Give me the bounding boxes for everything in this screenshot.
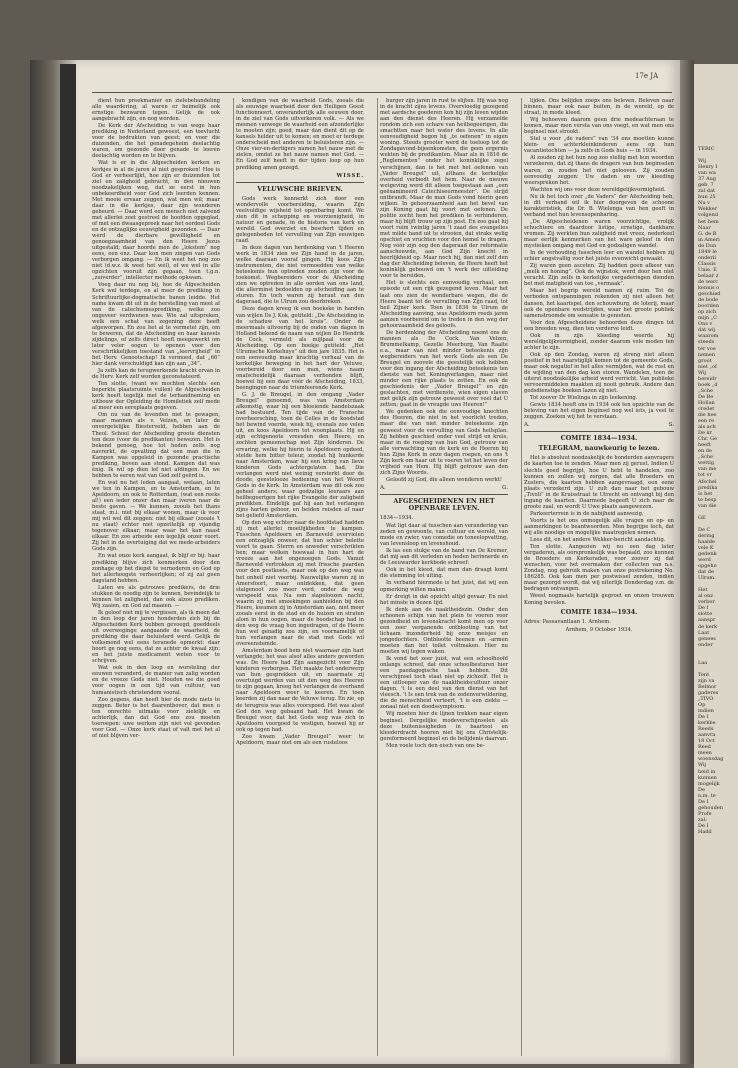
next-page-line: onder xyxy=(698,641,713,648)
author-initials xyxy=(380,485,508,491)
paragraph: Ook in zijn kleeding weerde hij wereldgelijkvormigheid, zonder daarom vele moden ten achter te zijn. xyxy=(524,332,674,351)
next-page-line: van me xyxy=(698,466,717,473)
paragraph: Lees dit, en het andere Wekker-bericht aandachtig. xyxy=(530,537,666,544)
next-page-line: bereidr xyxy=(698,375,717,382)
paragraph: Ook op den Zondag, waren zij streng niet alleen positief in het naarstiglijk komen tot de gemeente Gods, maar ook negatief in het alles vermijden, wat de rust en de wijding van den dag kon storen. Wandelen, toen de uiterst noodzakelijke arbeid werd verricht. Van publieke vervoermiddelen maakten zij nooit gebruik. Andere dan godsdienstige boeken lazen zij niet. xyxy=(524,351,674,395)
next-page-line: 18 Oct xyxy=(698,738,715,745)
paragraph: lijden. Ons belijden zoeps ons beleven. Beleven naar binnen, maar ook naar buiten, in de wereld, op de straat, in mode kleed. xyxy=(524,98,674,117)
paragraph: Nu ik het toch over „de Vaders” der Afscheiding heb, in dit verband wil ik hier doorgeven de schoone karakteristiek, die Dr. B. Wielenga van hen geeft in verband met hun levensopenbaring. xyxy=(524,193,674,218)
next-page-line: wettig xyxy=(698,460,715,467)
next-page-line: Naar xyxy=(698,224,711,231)
paragraph: Wachten wij ons voor deze wereldgelijkvormigheid. xyxy=(530,186,666,193)
next-page-line: aanvra xyxy=(698,732,716,739)
next-page-line: volgend xyxy=(698,212,719,219)
next-page-line: zal dat xyxy=(698,188,715,195)
next-page-line: de bode xyxy=(698,297,719,304)
next-page-line: verbor xyxy=(698,599,715,606)
next-page-line: van die xyxy=(698,502,717,509)
next-page-line: gaderes xyxy=(698,689,719,696)
paragraph: Het is slechts een eenvoudig verhaal, een episode uit een rijk gezegend leven. Maar het laat ons zien de wonderbare wegen, die de Heere baant tot de vervulling van Zijn raad, tot heil Zijner kerk. Toen in 1834 te Ulrum de Afscheiding aanving, was Apeldoorn reeds jaren aanzen voorbereid om te treden in den weg der gehoorzaamheid des geloofs. xyxy=(380,280,508,329)
next-page-line: predika xyxy=(698,484,718,491)
paragraph: Al zouden zij het hun nog zoo stellig met hun woorden verzekeren, dat zij thans de dragers van hun beginselen waren, ze zouden het niet gelooven. Zij zouden eenvoudig zeggen: Uw daden en uw kleeding weerspreken het. xyxy=(524,155,674,186)
next-page-line: Chr. Ge xyxy=(698,436,718,443)
next-page-line: in Ameri xyxy=(698,236,720,243)
next-page-line: Het xyxy=(698,587,708,594)
paragraph: Gods werk kennerkt zich door een wondervolle voorbereiding, waarin Zijn veelvuldige wijsheid tot openbaring komt. We zien dit in schepping en voorzienigheid, in natuur en genade, in de historie van kerk en wereld. God overziet en beschert tijden en gelegenheden tot vervulling van Zijn eeuwigen raad. xyxy=(236,195,364,244)
next-page-line: G. de B xyxy=(698,230,717,237)
next-page-line: Hadd xyxy=(698,828,712,835)
next-page-line: Reeds xyxy=(698,726,714,733)
next-page-line: De Be xyxy=(698,393,714,400)
next-page-line: nemen xyxy=(698,351,716,358)
next-page-line: de werc xyxy=(698,278,719,285)
next-page-line: „Sche xyxy=(698,454,713,461)
next-page-line: meen xyxy=(698,750,712,757)
next-page-line: kunnen xyxy=(698,774,717,781)
paragraph: Op den weg echter naar de hoofdstad hadden zij met allerlei moeilijkheden te kampen. Tusschen Apeldoorn en Barneveld overvielen een ontzaglijk onweer, dat hun schier belette voort te gaan. Sterrn en onweder verschrikten hen; maar welken hoewaal in hun hart de vreeze aan het ongenoegen Gods. Vanuit Barneveld vertrokken zij met frissche paarden voor den postkoets, maar ook op den weg was het onheil niet voorbij. Nauwelijks waren zij in Amersfoort, maar ontdekken, dat geen stalgenoot zoo meer verd, onder de weg verspeeld was. Na een slapeloozen nacht, waarin zij met smeekingen aanhielden bij den Heere, kwamen zij in Amsterdam aan, niet meer zooals eerst in de stad en de huizen en straten alom in hun oogen, maar de boodschap had in den weg de vraag hun ingedragen, of de Heere hun wel genadig zou zijn, en voornamelijk of hun verlangen naar de stad met Gods wil overeenstemde. xyxy=(236,520,364,648)
next-page-line: heeft xyxy=(698,442,711,449)
next-page-line: Profe xyxy=(698,810,712,817)
initial-right: G. xyxy=(501,484,508,491)
next-page-line: genees xyxy=(698,635,716,642)
paragraph: Stel u voor „de vaders” van '34 ons moetten kunne klein- en achterkleinkinderen eens op hun vacantietochten — ja zelfs in Gods huis — in 1934. xyxy=(524,136,674,155)
next-page-text xyxy=(694,64,738,835)
next-page-line: zal: xyxy=(698,816,707,823)
next-page-line: niet „of xyxy=(698,363,717,370)
column-separator xyxy=(377,98,378,1056)
paragraph: De herdenking der Afscheiding noemt ons de mannen als De Cock, Van Velzen, Brummelkamp, Gezelle Meerburg, Van Raalte e.a., maar van niet minder beteekenis zijn wegbereiders van het werk Gods als een De Breugel en zoovele die geestelijk ook hebben voor den ingang der Afscheiding beteekenis ten dienste van het Koningverlangen, maar niet minder een rijke plaats te zetten. En ook de geschiedenis der „Vader Breugel” en zijn geslachten, met verdienste, wien eigen staven met gelijk zijn getrouw geweest over veel dat U zetten; gaat in de vreugde uws Heeren!” xyxy=(380,329,508,409)
next-page-line: Wij xyxy=(698,762,707,769)
next-page-line: kennis o xyxy=(698,285,720,292)
next-page-line: Wij xyxy=(698,158,707,165)
next-page-line: Nu v xyxy=(698,200,711,207)
paragraph: Wij behoeven daarom geen drie modeachteraan te komen, maar men versta van ons voegt, en wat men ons beginsel niet strookt. xyxy=(524,117,674,136)
paragraph: Maar het begrip wereld namen zij ruim. Tot de verboden ontspanningen rekenden zij niet alleen het dansen, het kaartspel, den schouwburg, de loterij, maar ook de openbare wedstrijden, waar het groote publiek samenstroomde om sensatie te genieten. xyxy=(524,288,674,319)
paragraph: In de verhouding tusschen leer en wandel hebben zij schier angstvallig voor het juiste evenwicht gewaakt. xyxy=(524,250,674,263)
next-page-line: credet xyxy=(698,405,715,412)
next-page-line: zijn va xyxy=(698,677,715,684)
next-page-line: geschied xyxy=(698,291,721,298)
next-page-line: Hollan xyxy=(698,399,715,406)
next-page-line: Is het xyxy=(698,490,713,497)
next-page-line: De I xyxy=(698,798,709,805)
next-page-line: dat wij xyxy=(698,327,716,334)
next-page-line: opgeho xyxy=(698,563,717,570)
column-4 xyxy=(524,98,674,1056)
paragraph: Tot zoover Dr Wielinga in zijn teekening. xyxy=(530,395,638,402)
paragraph: Weest nogmaals hartelijk gegroet en onzen trouwen Koning bevolen. xyxy=(524,593,674,606)
next-page-line: vele K xyxy=(698,544,714,551)
paragraph: En wat nu het leden aangaat, welaan, laten we ten in Kampen, en te Amsterdam, en te Apeldoorn, en ook te Rotterdam, (wat een reeks al!) een ieder onzer dan maar iveren naar de beste gaven. — We kunnen, zoouls het thans staat, m.i. niet bij elkaar wonen, maar ik voor mij wil wel dit zeggen: niet bij elkaar (zooals 't nu staat) echter niet opzettelijk op vijandig tegenover elkaar; maar waar het kan naast elkaar. En zoo arbeide een iegelijk onzer voort. Zij het in de overtuiging dat we mede-arbeiders Gods zijn. xyxy=(92,479,220,553)
paragraph: Het is absoluut noodzakelijk de honderden aanvragers de kaarten toe te zenden. Maar men zij gerust. Indien U slechts goed begrijpt, hoe U hebt te handelen, zoo kunnen en zullen wij zorgen, dat alle Broeders en Zusters, die kaarten hebben aangevraagd, een eene plaats verzekerd zijn. U zult dan naar het gebouw „Tivoli” in de Kruisstraat te Utrecht en ontvangt bij den ingang de kaarten. Daarmede begeeft U zich naar de groote zaal, en wordt U Uwe plaats aangewezen. xyxy=(524,455,674,510)
article-text: kondigen van de waarheid Gods, zooals die als eeuwige waarheid door den Heiligen Geest functionneert, onveranderlijk alle eeuwen door, in de ziel van Gods uitverkoren volk. — Als we meenen vanwege de waarheid een afzonderlijke te moeten zijn; goed, maar dan dient dit op de kansels helder uit te komen; en moet er terdege onderscheid met anderen te beluisteren zijn. — Onze vier-en-dertigers namen het nauw met de zielen, omdat ze het nauw namen met God. — En God zelf heeft in der tijden loop op hun prediking amen gezegd. xyxy=(236,98,364,171)
column-separator xyxy=(521,98,522,1056)
telegram-body xyxy=(524,455,674,605)
author-signature: WISSE. xyxy=(336,172,364,179)
next-page-line: dat de xyxy=(698,569,714,576)
article-heading: AFGESCHEIDENEN EN HET OPENBARE LEVEN. xyxy=(380,494,508,512)
committee-address: Adres: Passavantlaan 1. Arnhem. xyxy=(524,618,611,625)
paragraph: Ook in het kleed, dat men dan draagt komt die stemming tot uiting. xyxy=(380,567,508,580)
next-page-line: al onz xyxy=(698,593,714,600)
paragraph: En wat onze kerk aangaat, ik blijf er bij: haar prediking blijve zich kenmerken door den zonhage op het diepst te vernederen en God op het allerhoogste verheerlijken; of zij zal geen dagstand hebben. xyxy=(92,553,220,584)
next-page-line: De I xyxy=(698,714,709,721)
paragraph: Voor den Afgescheidene behoorden deze dingen tot een breeden weg, dien ten verderve leidt. xyxy=(524,319,674,332)
paragraph: Zoo gegens, dan heeft hier de mode niets te zeggen. Beter is het daarentbover, dat men u ten onrechte uitmake voor zielelijk en achterlijk, dan dat God ons zou moeten toeroepen: uwe werken zijn niet vol gevonden voor God. — Onze kerk staat of valt met het al of niet blijven ver- xyxy=(92,696,220,739)
next-page-line: De kr xyxy=(698,430,712,437)
next-page-line: boek „d xyxy=(698,381,718,388)
next-page-line: 1849 le xyxy=(698,248,717,255)
paragraph: Men voele toch den eisch van ons be- xyxy=(386,742,485,749)
paragraph: Zoo kwam „Vader Breugel” weer te Apeldoorn, maar niet om als een rusteloos xyxy=(236,733,364,746)
next-page-line: haalde xyxy=(698,538,715,545)
paragraph: Wat ligt daar al tusschen aan verandering van zeden en gewoonte, van cultuur en wereld, van mode en zwier, van comedie en toneelopvatting, van levensloop en levenshoud. xyxy=(380,523,508,548)
paragraph: dient hun preekmanier en zielebehandeling alle waardering, al waren er heimelijk ook ernstige bezwaren tegen. Gelijk de ook aangebracht zijn, en nog worden. xyxy=(92,98,220,123)
paragraph: Wat is er in die Afgescheiden kerken en kerkjes in al de jaren al niet gesproken! Hoe is God er verheerlijkt, hoe zijn er duizenden tot ziel en zaligheid gebracht, in den nieuwen noodzakelijken weg, dat ze eerst in hun onbekeerdheid voor God zich leerden kennen. Met mooie ervaar zeggen, wat men wil; maar daar in die kerkjes, daar zijn wonderen gebeurd. — Daar werd een mensch niet zalvend met allerlei zoet gestreel de hoofden opgeglad, of met een dwaasgepreek naar het oordeel Gods en de ontzaglijke eeuwigheid gezonden. — Daar werd de dierbare gewilligheid en genoegzaamheid van den Heere Jezus uitgestald; daar hoorde men de „lokstem” nog eens, een enz. Daar kon men zingen van Gods verborgen omgang. — En ik weet het nog zoo niet (d.w.z. ik weet het wèl), of we wel in alle opzichten vooruit zijn gegaan, toen t.g.n. „zuiverder”, intellecter methode opkwam. xyxy=(92,160,220,282)
next-page-line: De I xyxy=(698,605,709,612)
paragraph: „De Afgescheidenen waren voorzichtige, vrolijk schuchtere en daardoor listige, ernstige, dankbare vromen. Zij werkten hun zaligheid met vreez, nederkeel maar eerlijk kenmerken van het ware geloof in den mystieken omgang met God en godzaligen wandel. xyxy=(524,218,674,250)
paragraph: Om nu van de levenden niet te gewagen, maar mannen als v. Velzen, en later de onvergetelijke Biesterveld, hebben aan de Theol. School der Afscheiding groote diensten ten deze (voor de predikanten) bewezen. Het is bekend genoeg, hoe tot heden zelfs nog navrerkt, de opvatting dat een man die in Kampen was opgeleid in gezonde practische prediking, boven aan stond. Kampen dat was énig. Ik wil op dien lof niet afdingen. En we hebben te eeren wat van God zelf geërd is. xyxy=(92,412,220,479)
next-page-line: mijn „C xyxy=(698,315,718,322)
article-date: 1834—1934. xyxy=(380,515,414,521)
next-page-line: 37 Aug xyxy=(698,176,716,183)
committee-closing: COMITE 1834—1934. xyxy=(560,607,638,616)
author-initials xyxy=(524,422,674,428)
next-page-line: Wij xyxy=(698,369,707,376)
next-page-line: groot xyxy=(698,357,712,364)
next-page-line: tot vr xyxy=(698,472,712,479)
column-1 xyxy=(92,98,220,1056)
next-page-line: Laat xyxy=(698,629,710,636)
paragraph: Parkeerterrein is in de nabijheid aanwezig. xyxy=(530,510,644,517)
committee-address-date: Arnhem, 9 October 1934. xyxy=(565,626,633,633)
next-page-line: de Dun xyxy=(698,242,717,249)
next-page-line: Ulrum. xyxy=(698,575,716,582)
article-body xyxy=(236,196,364,746)
next-page-line: als ach xyxy=(698,424,716,431)
next-page-line: op zich xyxy=(698,309,717,316)
next-page-edge xyxy=(694,64,738,1068)
paragraph: Zij waren geen asceten. Zij hadden geen afkeer van „melk en honing”. Ook de wijnstok, werd door hen niet veracht. Zijn zelfs in kerkelijke vergaderingen dienden het met matigheid van toe „vermaak”. xyxy=(524,263,674,288)
next-page-line: te besp xyxy=(698,496,717,503)
paragraph: Deze dagen kreeg ik een boekske in handen van wijlen Ds J. Kok, getiteld: „De Afscheiding in de schaduw van het kruis”. Onder de meermaals uitvoerig bij de ouden van dagen in Holland bekend de naam van wijlen Do Hendrik de Cock, vermeld: als mijlpaal voor de Afscheiding. Op een boekje getiteld: „Het Ulrumsche Kerkehuys” uit den jare 1835. Het is een eenvoudig maar krachtig verhaal van de kerkelijke beweging in het hart der Veluwe, voorbereid door een man, wiens naam onafscheidelijk daaraan verbonden blijft, hoewel hij een daar vóór de Afscheiding, 1833, heengingen naar de triumfeerende Kerk. xyxy=(236,306,364,392)
article-heading: VELUWSCHE BRIEVEN. xyxy=(236,182,364,193)
paragraph: Wat ook in den loop en worsteling der eeuwen veranderd, de manier van zalig worden en de vreeze Gods niet. Houden we die goed voor oogen in een tijd van cultuur, van humanistisch christendom vooral. xyxy=(92,665,220,696)
next-page-line: woensdag xyxy=(698,756,724,763)
paragraph: Amsterdam bood hem niet waarnaar zijn hart verlangde; het was alsof alles anders geworden was. De Heere had Zijn aangezicht voor Zijn kinderen verborgen. Het maakte het onderwerp van hun gesprekken uit, en naarmate zij overtuigd werden van uit den weg des Heeren te zijn gegaan, kreeg het verlangen de overhand naar Apeldoorn weer te keeren. En toen keerden zij dan naar de Veluwe terug. En zie, op de terugreis was alles voorspoed. Het was alsof God den weg gebaand had. Het kwam de Breugel voor, dat het Gods weg was zich in Apeldoorn voorgoed te vestigen, hoewel hij er ook op tegen had. xyxy=(236,648,364,733)
next-page-line: aanspr xyxy=(698,617,716,624)
next-page-line: van wa xyxy=(698,170,716,177)
next-page-line: GE xyxy=(698,514,706,521)
next-page-line: Op xyxy=(698,701,706,708)
paragraph: Ten slotte, (want we mochten slechts een beperkte plaatsruimte vullen) de Afgescheiden kerk heeft tegelijk met de terhandneming en uitbouw der Opleiding de Homiletiek zelf mede al meer een eereplaats gegeven. xyxy=(92,381,220,412)
next-page-line: Laa xyxy=(698,659,708,666)
next-page-line: Afschei xyxy=(698,478,717,485)
paragraph: In deze dagen van herdenking van 't Heeren werk in 1834 zien we Zijn hand in de jaren, welke daaraan vooraf gingen. Hij koos Zijn instrumenten, die niet vermoedden van welke beteekenis hun optreden zouden zijn voor de toekomst. Wegbereiders voor de Afscheiding zien we optreden in alle oorden van ons land, die allerminst bedoelden op afscheiding aan te sturen. En toch waren zij heraut van den dageraad, die te Ulrum zou doorbreken. xyxy=(236,244,364,306)
next-page-line: die hee xyxy=(698,412,717,419)
next-page-line: „TIVO xyxy=(698,695,714,702)
next-page-line: mogelijk xyxy=(698,780,720,787)
next-page-line: hun 25 xyxy=(698,194,716,201)
column-2 xyxy=(236,98,364,1056)
next-page-line: waarom xyxy=(698,333,719,340)
next-page-line: en de xyxy=(698,448,712,455)
initial-left: A. xyxy=(380,484,386,491)
next-page-line: geb. 7 xyxy=(698,182,714,189)
initial-right: S. xyxy=(668,422,674,429)
next-page-line: onderli xyxy=(698,254,716,261)
next-page-line: werd xyxy=(698,557,711,564)
paragraph: Ik vond het zeer juist, wat een schoolhoofd onlangs schreef, dat onze schoolbesturen hier een paedagogische taak hebben. Dit verschijnsel toch staat niet op zichzelf. Het is een uitlooper van de naaktheidscultuur onzer dagen. 't Is een deel van den dienst van het vleesch. 't Is een trek van de zedenverwildering, die de menschheid verteert, 't is een ziekte — zonaal niet een doodssymptoom. xyxy=(380,656,508,711)
committee-heading: COMITE 1834—1934. xyxy=(560,434,638,443)
next-page-line: Classis xyxy=(698,260,716,267)
paragraph: Gewis 1834 heeft ons in 1934 ook ten opzichte van de beleving van het eigen beginsel nog wel iets, ja veel te zeggen. Zoeken wij het te verstaan. xyxy=(524,402,674,421)
paragraph: Ik denk aan de naaktheidszin. Onder den schoonen schijn van het plein te voeren voor gezondheid en levenskracht komt men op voor een zeer verganende ontblooting van het lichaam inzonderheid bij onze meisjes en jongedochters. Ontblootte beenen en -armen moeten dan het toilet voltmaken. Hier nu moeten wij tegen waken. xyxy=(380,606,508,655)
article-body xyxy=(380,523,508,749)
paragraph: burger zijn jaren in rust te slijten. Hij was nog in de kracht zijns levens. Overvloedig gezegend met aardsche goederen kon hij zijn leven wijden aan den dienst des Heeren. Hij verzamelde rondom zich een schare van heilbegeerigen, die smachtten naar het water des levens. In alle eenvoudigheid begon hij „te oefenen” in eigen woning. Steeds grooter werd de toeloop tot de Zondagavond-bijeenkomsten, die geen ergernis wekten bij de predikanten. Maar als in 1816 de „Reglementen” onder het koninklijke zegel verschijnen, dan is het met het oefenen van „Vader Breugel” uit, althans de kerkelijke overheid verbiedt het hem. Naar de nieuwe wetgeving werd dit alleen toegestaan aan „een geëxamineerd Catechiseermeester”. De strijd ontbrandt. Maar de man Gods vond hierin geen wijken. In gehoorzaamheid aan het bevel van zijn Koning gaat hij voort met oefenen. De politie zocht hem het prediken te verhinderen, maar hij blijft trouw op zijn post. En zoo gaat hij voort ruim twintig jaren 't zaad des evangelies met milde hand uit te strooien, dat straks welig opschiet en vruchten voor den hemel te dragen. Nog vóór zijn oog den dageraad der reformatie aanschouwde, aan God Zijn knecht in heerlijkheid op. Maar noch hij, dan niet zelf den dag der Afscheiding beleven, de Heere heeft het koninklijk gebouwd om 't werk der uitleiding voor te bereiden. xyxy=(380,98,508,280)
paragraph: Ik las een stukje van de hand van De Kremer, dat mij aan dit verleden en heden herinnerde en de Leeuwarder kerkbode schreef: xyxy=(380,548,508,567)
next-page-line: Reed xyxy=(698,744,711,751)
next-page-line: Belmor xyxy=(698,683,717,690)
next-page-line: dering xyxy=(698,532,715,539)
paragraph: Ten slotte. Aangezien wij nu een dag later vergaderen, als oorspronkelijk was bepaald, zoo kunnen de Broeders en Kerkeraden, voor zoover zij dat wenschen, voor het overmaken der collecten van n.s. Zondag, nog gebruik maken van onze postrekening No. 186285. Ook kan men per postwissel zenden, indien maar gezorgd wordt, dat wij uiterlijk Donderdag v.m. de bedragen ontvangen. xyxy=(524,544,674,593)
paragraph: Wij moeten hier de lijnen trekken naar eigen beginsel. Dergelijke modeverschijnselen als deze buitenissigheden in baartooi en kleederdracht hooren niet bij ons Christelijk-gereformeerd beginsel en de belijdenis daarvan. xyxy=(380,711,508,742)
next-page-line: indien xyxy=(698,708,714,715)
paragraph: Voorts is het ons onmogelijk alle vragen en op- en aanmerkingen te beantwoorden. Men begrijpe toch, dat wij alle noodige en mogelijke maatregelen nemen. xyxy=(524,517,674,536)
next-page-line: „Sche xyxy=(698,387,713,394)
paragraph: Geloofd zij God, die alleen wonderen werkt! xyxy=(386,476,502,483)
paragraph: Er dreigt in dat opzicht altijd gevaar. En niet het minste in dezen tijd. xyxy=(380,593,508,606)
paragraph: Ik geloof niet mij te vergissen, als ik meen dat in den loop der jaren honderden zich bij de Afgescheiden Kerk hebben gevoegd, goeddeels uit overweginge aangaande de waarheid, de prediking die daar beluisterd werd. Gelijk de volksmond wel eens teranede opmerkt: daar hoort ge nog eens, dat ze achter de kwaal zijn: en het juiste medicament weten voor te schrijven. xyxy=(92,609,220,665)
next-page-line: steeds xyxy=(698,339,715,346)
next-page-line: TERIC xyxy=(698,146,715,152)
next-page-line: slotte xyxy=(698,611,713,618)
column-separator xyxy=(233,98,234,1056)
next-page-line: boorden xyxy=(698,303,719,310)
next-page-line: De C xyxy=(698,526,711,533)
initial-left: A. xyxy=(524,422,530,429)
paragraph: Voeg daar nu nog bij, hoe de Afgescheiden Kerk wel terdege, en al meer de prediking in Schriftuurlijke-dogmatische banen leidde. Het name kwam dit uit in de herstelling van meet af van de catechismusprediking, welke zoo ongeveer verdwenen was. Wie zal uitspreken, welk een schat van zegening deze heeft afgeworpen. En zou het al te vermetel zijn, om te beweren, dat de Afscheiding en haar kansels zijdelings, of zelfs direct heeft meegewerkt om later veler oogen te openen voor den verschrikkelijken toestand van „leervrijheid” in het Herv. Genootschap! Ik vermoed, dat „66” hier dank verschuldigd kan zijn aan „34”. xyxy=(92,282,220,368)
next-page-line: belaar z xyxy=(698,272,719,279)
next-page-line: Tent xyxy=(698,671,710,678)
next-page-line: Unie. E xyxy=(698,266,717,273)
next-page-line: n.m. te xyxy=(698,792,716,799)
next-page-line: kerkbe xyxy=(698,720,716,727)
next-page-line: De xyxy=(698,786,705,793)
paragraph: In verband hiermede is het juist, dat wij een opmerking willen maken. xyxy=(380,580,508,593)
paragraph: We gedenken ook die eenvoudige knechten des Heeren, die niet in het voorlicht treden, maar die van niet minder beteekenis zijn geweest voor de vervulling van Gods heilsplan. Zij hebben geschied onder veel strijd en kruis, maar in de roeping van hun God, getrouw van alle verwachting van de kerk en de Heeren bij hun Zijne Kerk in onze dagen roepen, en ons 't Zijn kerk om haar uit te voeren tot het leven der vrijheid van Hem. Hij blijft getrouw aan den zich Zijns Woords. xyxy=(380,409,508,476)
next-page-line: de kerk xyxy=(698,623,718,630)
next-page-line: ter voe xyxy=(698,345,716,352)
next-page-line: Henry I xyxy=(698,164,718,171)
paragraph: Ja zelfs kan de terugwerkende kracht ervan in de Herv. Kerk zelf worden geconstateerd. xyxy=(92,368,220,381)
next-page-line: De I xyxy=(698,822,709,829)
next-page-line: Wekker xyxy=(698,206,718,213)
next-page-line: een re xyxy=(698,418,715,425)
article-body xyxy=(524,98,674,420)
page-number: 17e JA xyxy=(635,72,659,80)
column-3 xyxy=(380,98,508,1056)
article-body xyxy=(380,98,508,483)
paragraph: Laten we als getrouwe predikers, de drie stukken de noodig zijn te kennen, bevindelijk te kennen tot zaligheid, dan ook alzoo prediken. Wij zaaien, en God zal maaien. — xyxy=(92,584,220,609)
next-page-line: gehouden xyxy=(698,804,723,811)
next-page-line: heid in xyxy=(698,768,716,775)
paragraph: G. J. de Breugel, in den omgang „Vader Breugel” genoemd, was van Amsterdam afkomstig, waar hij een bloeiende handelszaak had bestuurd. Ten tijde van de Fransche overheersching, toen de Celles in de koodstad het bewind voerde, week hij, evenals zoo velen uit, en koos Apeldoorn tot woonplaats. Hij en zijn echtgenoote vreesden den Heere, en zochten gemeenschap met Zijn kinderen. De ervaring, welke hij hierin te Apeldoorn opdeed, stelde hem bitter teleur, zoodat hij hunkerde naar Amsterdam, waar hij een kring van lieve kinderen Gods achtergelaten had. Die verlangen werd niet weinig versterkt door de doode, geestelooze bediening van het Woord Gods in de Kerk. In Amsterdam was dit ook zoo geheel anders; waar godzalige leeraars aan heilbegeerigen het rijke Evangelie der zaligheid predikten. Eindelijk gaf hij aan het verlangen zijns harten gehoor, en beiden reisden af naar het geliefd Amsterdam. xyxy=(236,392,364,520)
next-page-line: gedenk xyxy=(698,551,717,557)
next-page-line: het hem xyxy=(698,218,719,225)
telegram-heading: TELEGRAM, nauwkeurig te lezen. xyxy=(538,444,660,453)
page-gutter xyxy=(680,60,694,1064)
paragraph: De Kerk der Afscheiding is van wege haar prediking in Nederland geweest, een toevlucht voor de bedrukten van geest; en voor die duizenden, die het genadegeheim deelachtig waren, om gezonde door genade te leeren deelachtig worden en te blijven. xyxy=(92,123,220,160)
header-rule xyxy=(92,92,672,93)
next-page-line: Ons v xyxy=(698,321,713,328)
